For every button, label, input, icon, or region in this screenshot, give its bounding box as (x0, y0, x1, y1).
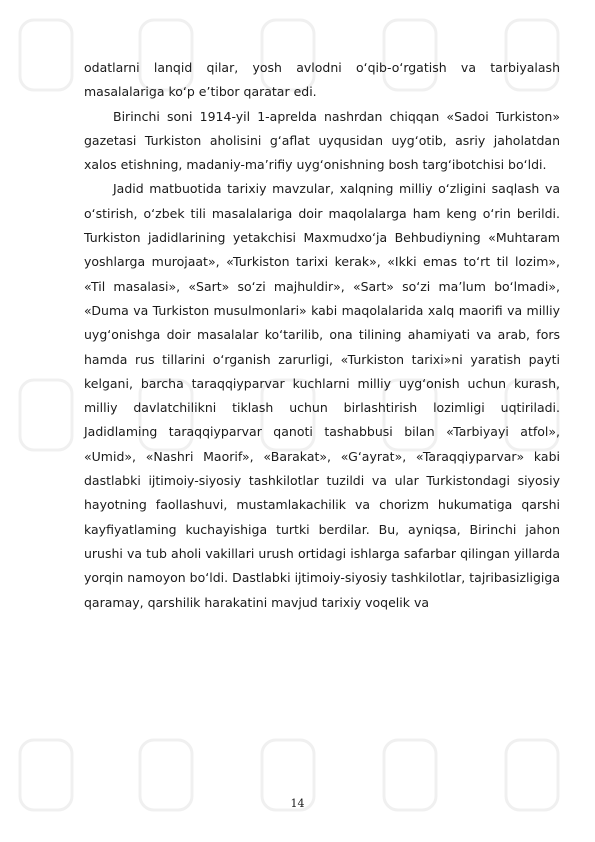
paragraph-3: Jadid matbuotida tarixiy mavzular, xalqning milliy o‘zligini saqlash va o‘stirish, o‘zbek tili masalalariga doir maqolalarga ham keng o‘rin berildi. Turkiston jadidlarining yetakchisi Maxmudxo‘ja Behbudiyning «Muhtaram yoshlarga murojaat», «Turkiston tarixi kerak», «Ikki emas to‘rt til lozim», «Til masalasi», «Sart» so‘zi majhuldir», «Sart» so‘zi ma’lum bo‘lmadi», «Duma va Turkiston musulmonlari» kabi maqolalarida xalq maorifi va milliy uyg‘onishga doir masalalar ko‘tarilib, ona tilining ahamiyati va arab, fors hamda rus tillarini o‘rganish zarurligi, «Turkiston tarixi»ni yaratish payti kelgani, barcha taraqqiyparvar kuchlarni milliy uyg‘onish uchun kurash, milliy davlatchilikni tiklash uchun birlashtirish lozimligi uqtiriladi. Jadidlaming taraqqiyparvar qanoti tashabbusi bilan «Tarbiyayi atfol», «Umid», «Nashri Maorif», «Barakat», «G‘ayrat», «Taraqqiyparvar» kabi dastlabki ijtimoiy-siyosiy tashkilotlar tuzildi va ular Turkistondagi siyosiy hayotning faollashuvi, mustamlakachilik va chorizm hukumatiga qarshi kayfiyatlaming kuchayishiga turtki berdilar. Bu, ayniqsa, Birinchi jahon urushi va tub aholi vakillari urush ortidagi ishlarga safarbar qilingan yillarda yorqin namoyon bo‘ldi. Dastlabki ijtimoiy-siyosiy tashkilotlar, tajribasizligiga qaramay, qarshilik harakatini mavjud tarixiy voqelik va (84, 181, 560, 610)
document-body (84, 56, 560, 615)
page-number: 14 (290, 797, 305, 810)
paragraph-1: odatlarni lanqid qilar, yosh avlodni o‘qib-o‘rgatish va tarbiyalash masalalariga ko‘p e’tibor qaratar edi. (84, 60, 560, 100)
paragraph-2: Birinchi soni 1914-yil 1-aprelda nashrdan chiqqan «Sadoi Turkiston» gazetasi Turkiston aholisini g‘aflat uyqusidan uyg‘otib, asriy jaholatdan xalos etishning, madaniy-ma’rifiy uyg‘onishning bosh targ‘ibotchisi bo‘ldi. (84, 108, 560, 173)
